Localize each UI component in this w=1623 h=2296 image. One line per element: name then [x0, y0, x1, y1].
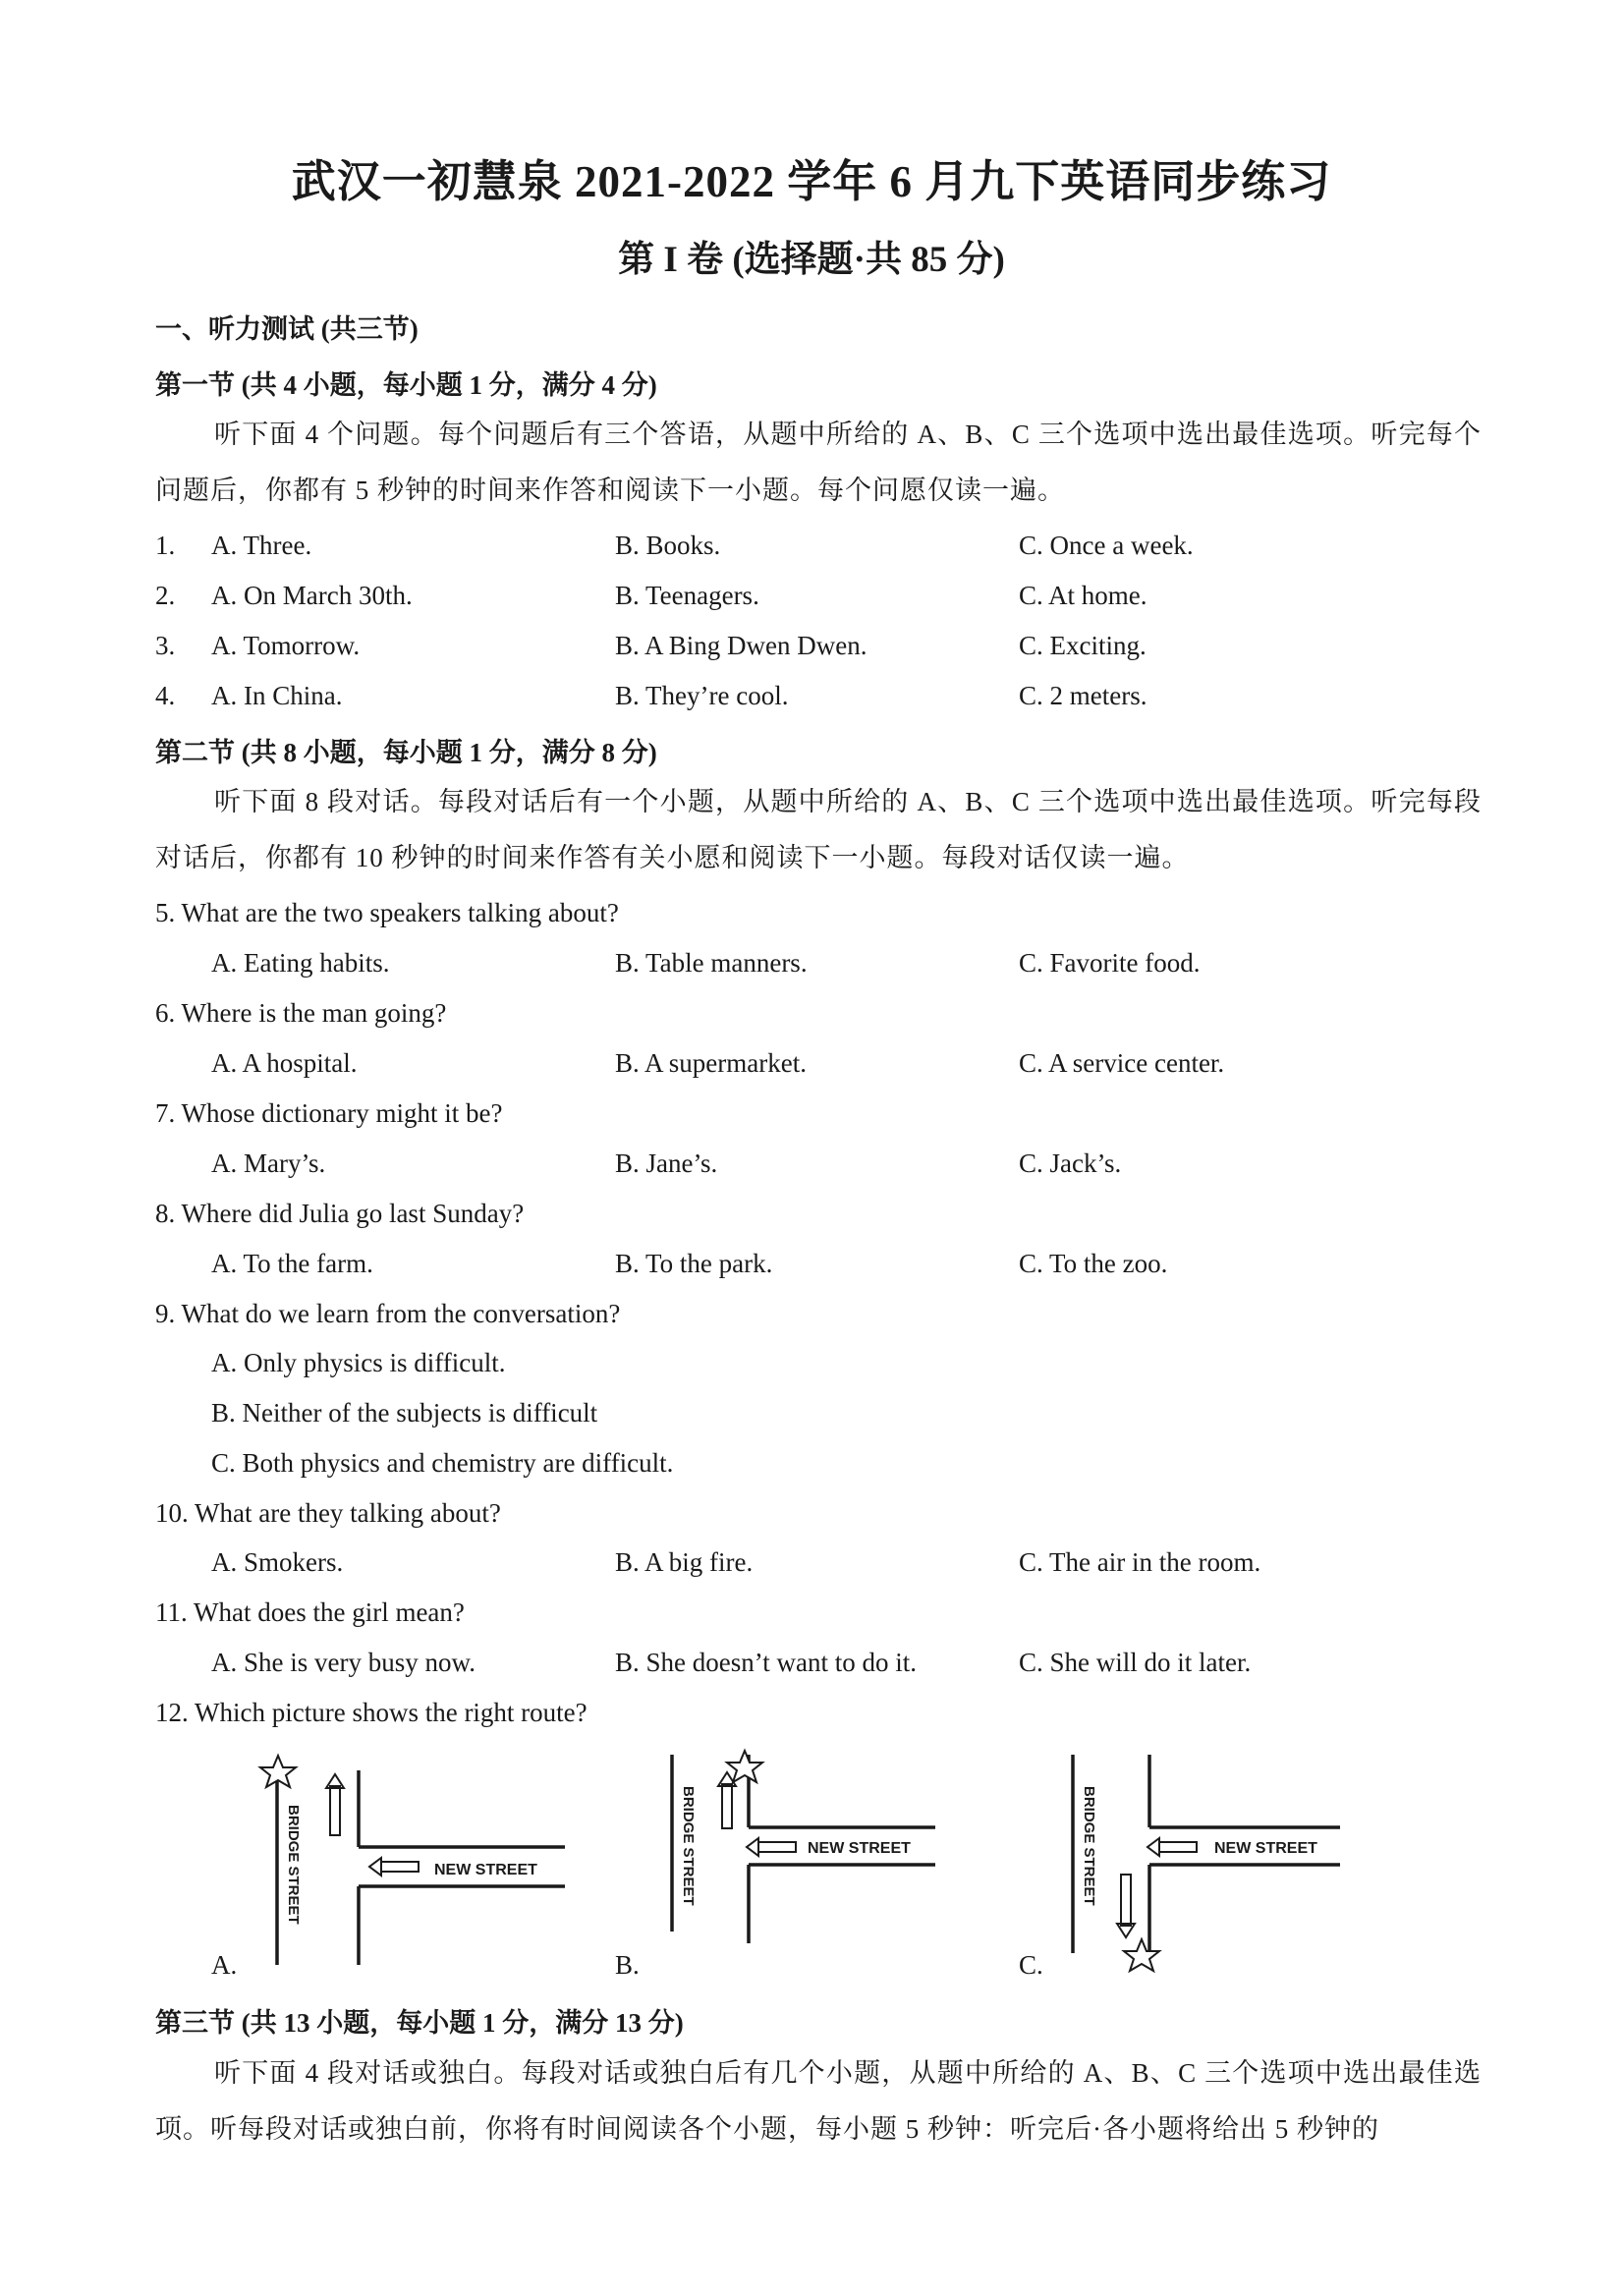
option-a: A. Only physics is difficult. — [211, 1348, 506, 1377]
option-c: C. A service center. — [1019, 1048, 1225, 1078]
section1-instructions: 听下面 4 个问题。每个问题后有三个答语，从题中所给的 A、B、C 三个选项中选出最佳选项。听完每个问题后，你都有 5 秒钟的时间来作答和阅读下一小题。每个问愿仅读一遍。 — [155, 420, 1482, 505]
option-a: A. A hospital. — [211, 1048, 358, 1078]
section2-instructions: 听下面 8 段对话。每段对话后有一个小题，从题中所给的 A、B、C 三个选项中选出最佳选项。听完每段对话后，你都有 10 秒钟的时间来作答有关小愿和阅读下一小题。每段对话仅读一遍。 — [155, 787, 1482, 872]
question-stem: 10. What are they talking about? — [155, 1498, 501, 1528]
option-c: C. Jack’s. — [1019, 1148, 1122, 1178]
option-c: C. To the zoo. — [1019, 1249, 1168, 1278]
street-label-bridge: BRIDGE STREET — [285, 1805, 302, 1925]
option-a: A. In China. — [211, 681, 343, 710]
page-subtitle: 第 I 卷 (选择题·共 85 分) — [618, 240, 1005, 280]
route-figure-b — [611, 1747, 984, 1983]
option-c: C. Exciting. — [1019, 631, 1147, 660]
option-c: C. Favorite food. — [1019, 948, 1201, 978]
option-c: C. Both physics and chemistry are difficult. — [211, 1448, 674, 1478]
page-title: 武汉一初慧泉 2021-2022 学年 6 月九下英语同步练习 — [291, 157, 1332, 206]
question-number: 4. — [155, 681, 176, 710]
section3-heading: 第三节 (共 13 小题，每小题 1 分，满分 13 分) — [155, 2008, 684, 2038]
route-map-a — [206, 1751, 580, 1987]
option-a: A. On March 30th. — [211, 581, 413, 610]
question-number: 2. — [155, 581, 176, 610]
figure-label: B. — [615, 1950, 640, 1980]
option-a: A. Three. — [211, 531, 312, 560]
option-a: A. Eating habits. — [211, 948, 390, 978]
street-label-new: NEW STREET — [1214, 1840, 1317, 1857]
question-stem: 5. What are the two speakers talking about? — [155, 898, 619, 927]
question-stem: 12. Which picture shows the right route? — [155, 1698, 588, 1727]
route-map-b — [611, 1747, 984, 1983]
option-a: A. She is very busy now. — [211, 1648, 476, 1677]
figure-label: A. — [211, 1950, 238, 1980]
figure-label: C. — [1019, 1950, 1043, 1980]
section1-heading: 第一节 (共 4 小题，每小题 1 分，满分 4 分) — [155, 370, 657, 400]
section2-heading: 第二节 (共 8 小题，每小题 1 分，满分 8 分) — [155, 738, 657, 767]
street-label-bridge: BRIDGE STREET — [680, 1786, 697, 1906]
option-a: A. To the farm. — [211, 1249, 373, 1278]
route-figure-c — [1016, 1747, 1389, 1983]
question-stem: 7. Whose dictionary might it be? — [155, 1098, 503, 1128]
option-a: A. Tomorrow. — [211, 631, 361, 660]
option-b: B. Teenagers. — [615, 581, 759, 610]
section3-instructions: 听下面 4 段对话或独白。每段对话或独白后有几个小题，从题中所给的 A、B、C 三个选项中选出最佳选项。听每段对话或独白前，你将有时间阅读各个小题，每小题 5 秒钟：听完后·各小题将给出 5 秒钟的 — [155, 2058, 1482, 2144]
option-b: B. A big fire. — [615, 1547, 754, 1577]
option-b: B. Neither of the subjects is difficult — [211, 1398, 598, 1428]
option-b: B. They’re cool. — [615, 681, 789, 710]
option-b: B. Jane’s. — [615, 1148, 718, 1178]
question-stem: 6. Where is the man going? — [155, 998, 447, 1028]
option-c: C. Once a week. — [1019, 531, 1194, 560]
option-c: C. She will do it later. — [1019, 1648, 1252, 1677]
route-figure-a — [206, 1751, 580, 1987]
option-b: B. A Bing Dwen Dwen. — [615, 631, 867, 660]
question-stem: 8. Where did Julia go last Sunday? — [155, 1199, 525, 1228]
option-b: B. She doesn’t want to do it. — [615, 1648, 917, 1677]
option-b: B. To the park. — [615, 1249, 773, 1278]
option-b: B. A supermarket. — [615, 1048, 807, 1078]
question-number: 3. — [155, 631, 176, 660]
street-label-new: NEW STREET — [808, 1840, 911, 1857]
option-b: B. Books. — [615, 531, 721, 560]
street-label-new: NEW STREET — [434, 1862, 537, 1878]
option-b: B. Table manners. — [615, 948, 808, 978]
option-c: C. The air in the room. — [1019, 1547, 1261, 1577]
question-stem: 11. What does the girl mean? — [155, 1597, 465, 1627]
option-c: C. At home. — [1019, 581, 1147, 610]
route-map-c — [1016, 1747, 1389, 1983]
part-heading: 一、听力测试 (共三节) — [155, 314, 419, 344]
option-c: C. 2 meters. — [1019, 681, 1147, 710]
option-a: A. Mary’s. — [211, 1148, 326, 1178]
option-a: A. Smokers. — [211, 1547, 344, 1577]
question-number: 1. — [155, 531, 176, 560]
street-label-bridge: BRIDGE STREET — [1081, 1786, 1097, 1906]
question-stem: 9. What do we learn from the conversation? — [155, 1299, 621, 1328]
